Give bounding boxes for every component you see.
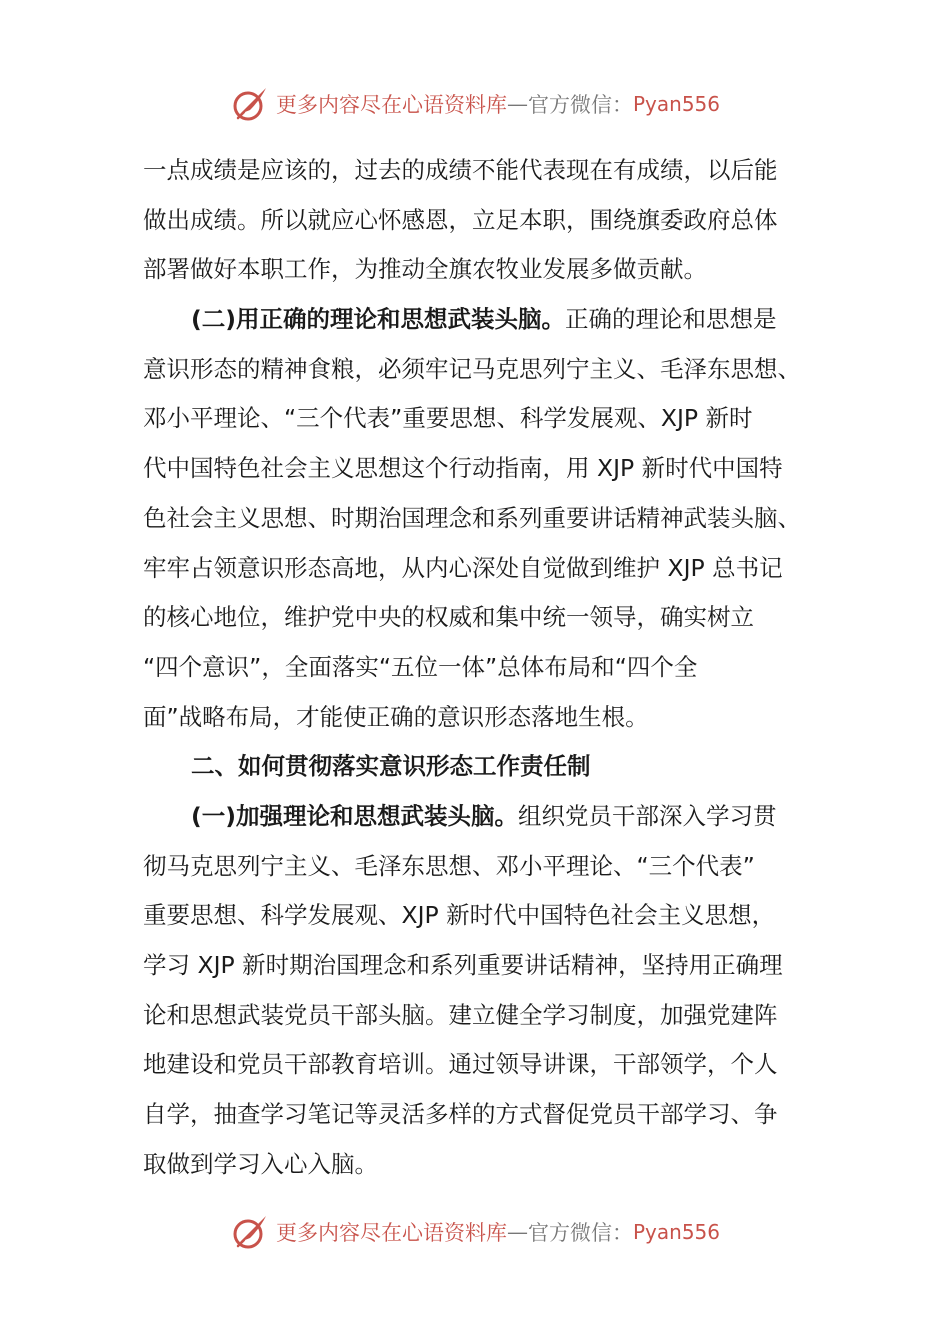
text-line: 自学，抽查学习笔记等灵活多样的方式督促党员干部学习、争 xyxy=(143,1100,778,1129)
section-heading: (二)用正确的理论和思想武装头脑。 xyxy=(191,305,565,334)
text-line: 部署做好本职工作，为推动全旗农牧业发展多做贡献。 xyxy=(143,255,707,284)
banner-wechat-id: Pyan556 xyxy=(632,1220,720,1244)
text-line: 的核心地位，维护党中央的权威和集中统一领导，确实树立 xyxy=(143,603,754,632)
banner-text: 更多内容尽在心语资料库 xyxy=(275,1221,507,1245)
chapter-heading-line xyxy=(143,742,813,792)
text-line: 邓小平理论、“三个代表”重要思想、科学发展观、XJP 新时 xyxy=(143,404,753,433)
text-line: 论和思想武装党员干部头脑。建立健全学习制度，加强党建阵 xyxy=(143,1000,778,1029)
text-line: 取做到学习入心入脑。 xyxy=(143,1149,378,1178)
text-line: 学习 XJP 新时期治国理念和系列重要讲话精神，坚持用正确理 xyxy=(143,951,783,979)
banner-wechat-id: Pyan556 xyxy=(632,92,720,116)
text-line: 意识形态的精神食粮，必须牢记马克思列宁主义、毛泽东思想、 xyxy=(143,354,801,383)
text-line: 地建设和党员干部教育培训。通过领导讲课，干部领学，个人 xyxy=(143,1050,778,1079)
section-heading-line: (一)加强理论和思想武装头脑。组织党员干部深入学习贯 xyxy=(191,801,777,830)
chapter-heading: 二、如何贯彻落实意识形态工作责任制 xyxy=(191,752,591,781)
section-heading-line: (二)用正确的理论和思想武装头脑。正确的理论和思想是 xyxy=(191,305,777,334)
document-body xyxy=(143,146,813,1189)
text-line: 代中国特色社会主义思想这个行动指南，用 XJP 新时代中国特 xyxy=(143,454,783,483)
text-line: 一点成绩是应该的，过去的成绩不能代表现在有成绩，以后能 xyxy=(143,156,778,184)
banner-official-label: 官方微信： xyxy=(527,93,633,117)
quill-logo-icon xyxy=(230,84,270,124)
text-line: 重要思想、科学发展观、XJP 新时代中国特色社会主义思想， xyxy=(143,901,776,930)
text-line: 面”战略布局，才能使正确的意识形态落地生根。 xyxy=(143,702,649,731)
quill-logo-icon xyxy=(230,1212,270,1252)
text-line: 牢牢占领意识形态高地，从内心深处自觉做到维护 XJP 总书记 xyxy=(143,553,783,582)
text-line: 色社会主义思想、时期治国理念和系列重要讲话精神武装头脑、 xyxy=(143,503,801,532)
section-heading: (一)加强理论和思想武装头脑。 xyxy=(191,801,518,830)
text-line: 彻马克思列宁主义、毛泽东思想、邓小平理论、“三个代表” xyxy=(143,851,755,880)
text-line: “四个意识”，全面落实“五位一体”总体布局和“四个全 xyxy=(143,652,698,681)
banner-text: 更多内容尽在心语资料库 xyxy=(275,93,507,117)
footer-banner xyxy=(0,1210,950,1254)
banner-official-label: 官方微信： xyxy=(527,1221,633,1245)
header-banner xyxy=(0,82,950,126)
banner-separator: — xyxy=(506,92,528,116)
banner-separator: — xyxy=(506,1220,528,1244)
text-line: 做出成绩。所以就应心怀感恩，立足本职，围绕旗委政府总体 xyxy=(143,205,778,234)
